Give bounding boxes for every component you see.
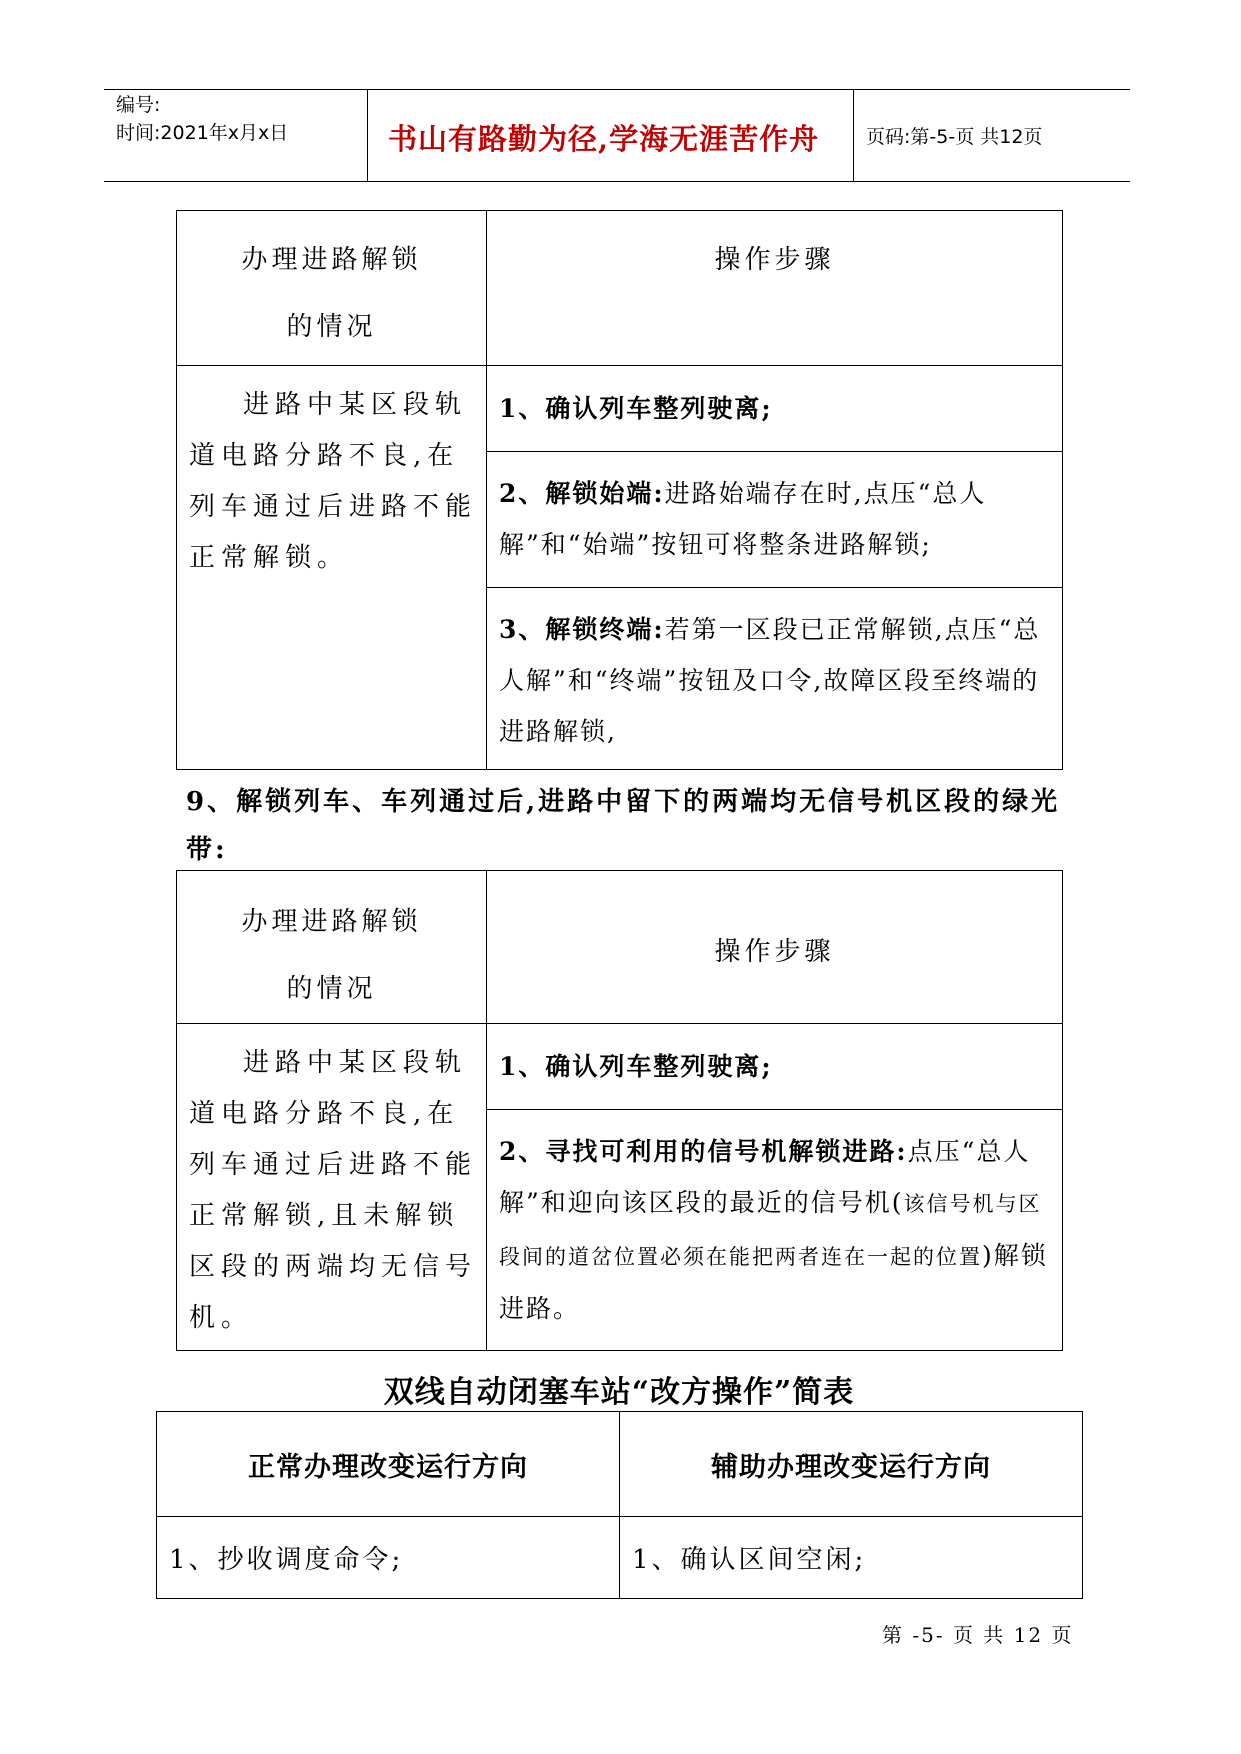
section-9-heading: 9、解锁列车、车列通过后,进路中留下的两端均无信号机区段的绿光带: (186, 787, 1061, 865)
header-time: 时间:2021年x月x日 (116, 122, 289, 144)
table3-title: 双线自动闭塞车站“改方操作”简表 (383, 1375, 855, 1410)
table1-col1-header-line1: 办理进路解锁 (241, 245, 422, 275)
header-bottom-rule (104, 181, 1130, 182)
table1-step1: 1、确认列车整列驶离; (499, 394, 773, 423)
page-footer: 第 -5- 页 共 12 页 (882, 1623, 1074, 1647)
table2-situation: 进路中某区段轨道电路分路不良,在列车通过后进路不能正常解锁,且未解锁区段的两端均无信号机。 (189, 1048, 478, 1333)
unlock-table-1 (176, 210, 1063, 770)
unlock-table-2 (176, 870, 1063, 1351)
table2-step2-title: 2、寻找可利用的信号机解锁进路: (499, 1137, 908, 1166)
table1-step2-cell (487, 452, 1063, 588)
table2-step1-cell (487, 1024, 1063, 1110)
table2-step1: 1、确认列车整列驶离; (499, 1052, 773, 1081)
table2-col1-header-line2: 的情况 (286, 974, 377, 1004)
table3-col1-row1-text: 1、抄收调度命令; (169, 1545, 404, 1575)
table1-col1-header (177, 211, 487, 366)
table1-step2-text: 进路始端存在时,点压“总人解”和“始端”按钮可将整条进路解锁; (499, 479, 987, 559)
header-serial: 编号: (116, 94, 161, 116)
table2-step2-note: 该信号机与区段间的道岔位置必须在能把两者连在一起的位置 (499, 1192, 1042, 1269)
table1-step3-cell (487, 588, 1063, 770)
table3-col1-header-text: 正常办理改变运行方向 (248, 1451, 528, 1483)
header-divider-left (367, 89, 368, 181)
direction-change-table (156, 1411, 1083, 1599)
table1-col2-header (487, 211, 1063, 366)
table2-col1-header (177, 871, 487, 1024)
table1-step3-title: 3、解锁终端: (499, 615, 665, 644)
header-motto: 书山有路勤为径,学海无涯苦作舟 (388, 122, 820, 156)
table3-col1-row1 (157, 1517, 620, 1599)
table1-col2-header-text: 操作步骤 (714, 245, 835, 275)
table3-col2-header (620, 1412, 1083, 1517)
table1-step3-text: 若第一区段已正常解锁,点压“总人解”和“终端”按钮及口令,故障区段至终端的进路解锁, (499, 615, 1041, 746)
table1-situation-cell (177, 366, 487, 770)
table1-step1-cell (487, 366, 1063, 452)
table2-col1-header-line1: 办理进路解锁 (241, 907, 422, 937)
header-divider-right (853, 89, 854, 181)
table2-step2-text-a: 点压“总人解”和迎向该区段的最近的信号机( (499, 1137, 1031, 1217)
table2-step2-cell (487, 1110, 1063, 1351)
header-top-rule (104, 89, 1130, 90)
table1-col1-header-line2: 的情况 (286, 312, 377, 342)
table3-col2-header-text: 辅助办理改变运行方向 (711, 1451, 991, 1483)
table1-situation: 进路中某区段轨道电路分路不良,在列车通过后进路不能正常解锁。 (189, 390, 478, 573)
table2-col2-header-text: 操作步骤 (714, 937, 835, 967)
table1-step2-title: 2、解锁始端: (499, 479, 665, 508)
table3-col2-row1-text: 1、确认区间空闲; (632, 1545, 867, 1575)
table2-step2-text-b: )解锁进路。 (499, 1241, 1048, 1323)
table3-col1-header (157, 1412, 620, 1517)
table3-col2-row1 (620, 1517, 1083, 1599)
table2-situation-cell (177, 1024, 487, 1351)
table2-col2-header (487, 871, 1063, 1024)
header-page-label: 页码:第-5-页 共12页 (866, 126, 1043, 148)
